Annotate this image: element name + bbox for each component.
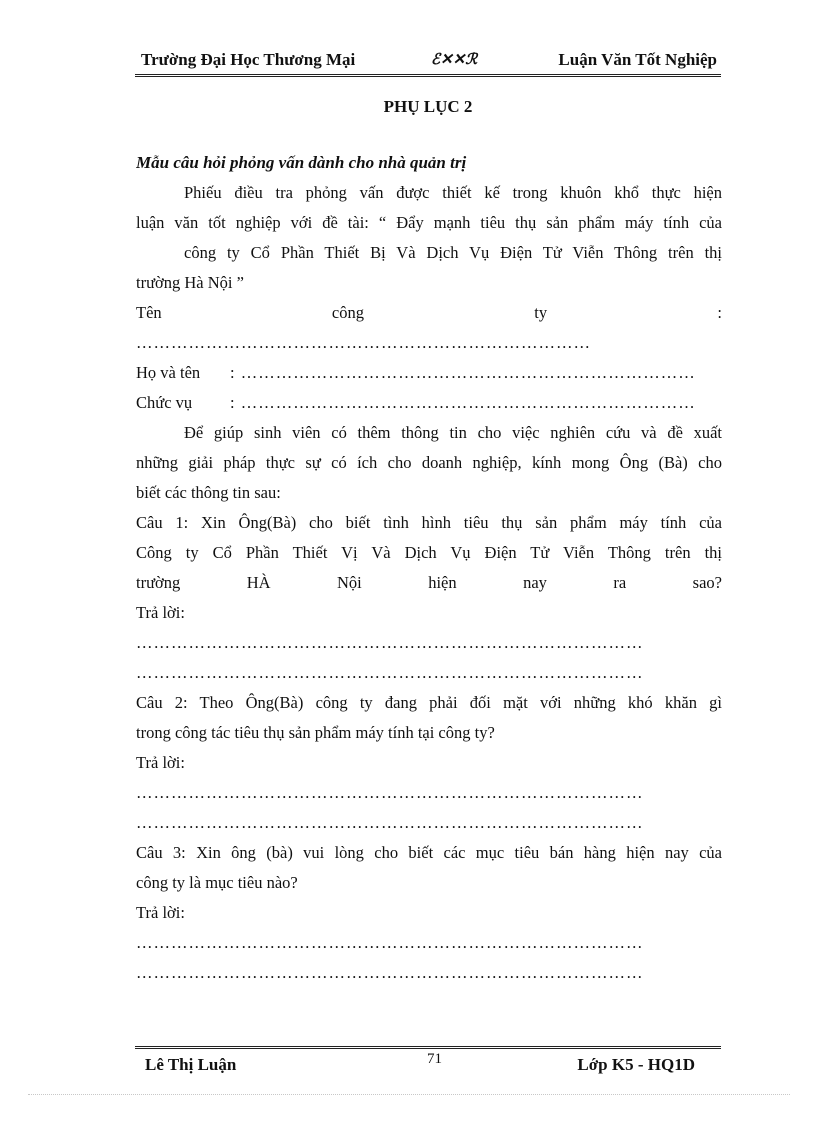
- answer-field[interactable]: ……………………………………………………………………………: [136, 663, 644, 682]
- name-label: Họ và tên: [136, 363, 201, 382]
- answer-label: Trả lời:: [136, 603, 185, 622]
- position-field-row: [136, 388, 722, 418]
- request-line: biết các thông tin sau:: [136, 483, 281, 502]
- company-word: Tên: [136, 303, 162, 322]
- page-header: [135, 48, 721, 77]
- position-label: Chức vụ: [136, 393, 193, 412]
- intro-line: trường Hà Nội ”: [136, 273, 244, 292]
- section-subtitle: Mẫu câu hỏi phỏng vấn dành cho nhà quản trị: [136, 153, 467, 172]
- header-university: Trường Đại Học Thương Mại: [141, 50, 356, 69]
- question-2-line: trong công tác tiêu thụ sản phẩm máy tính tại công ty?: [136, 723, 495, 742]
- request-line: những giải pháp thực sự có ích cho doanh nghiệp, kính mong Ông (Bà) cho: [136, 453, 722, 472]
- answer-label: Trả lời:: [136, 753, 185, 772]
- question-1-line: trường HÀ Nội hiện nay ra sao?: [136, 573, 722, 592]
- page-edge-divider: [28, 1094, 790, 1095]
- question-3-line: công ty là mục tiêu nào?: [136, 873, 298, 892]
- answer-field[interactable]: ……………………………………………………………………………: [136, 813, 644, 832]
- page-footer: [135, 1046, 721, 1079]
- answer-label: Trả lời:: [136, 903, 185, 922]
- answer-field[interactable]: ……………………………………………………………………………: [136, 933, 644, 952]
- header-ornament: ℰ✕✕ℛ: [431, 52, 478, 68]
- answer-field[interactable]: ……………………………………………………………………………: [136, 633, 644, 652]
- position-field[interactable]: : ……………………………………………………………………: [230, 393, 696, 412]
- company-name-field[interactable]: ……………………………………………………………………: [136, 333, 591, 352]
- page-title: PHỤ LỤC 2: [383, 97, 473, 116]
- page-number: 71: [427, 1051, 442, 1067]
- name-field[interactable]: : ……………………………………………………………………: [230, 363, 696, 382]
- name-field-row: [136, 358, 722, 388]
- company-name-row: [136, 298, 722, 328]
- footer-class: Lớp K5 - HQ1D: [577, 1055, 695, 1074]
- document-body: [136, 148, 722, 988]
- company-word: công: [331, 303, 364, 322]
- intro-line: Phiếu điều tra phỏng vấn được thiết kế trong khuôn khổ thực hiện: [184, 183, 722, 202]
- intro-line: công ty Cổ Phần Thiết Bị Và Dịch Vụ Điện Tử Viễn Thông trên thị: [184, 243, 722, 262]
- answer-field[interactable]: ……………………………………………………………………………: [136, 783, 644, 802]
- intro-line: luận văn tốt nghiệp với đề tài: “ Đẩy mạnh tiêu thụ sản phẩm máy tính của: [136, 213, 722, 232]
- question-2-line: Câu 2: Theo Ông(Bà) công ty đang phải đối mặt với những khó khăn gì: [136, 693, 722, 712]
- question-1-line: Công ty Cổ Phần Thiết Vị Và Dịch Vụ Điện Tử Viễn Thông trên thị: [136, 543, 722, 562]
- question-3-line: Câu 3: Xin ông (bà) vui lòng cho biết các mục tiêu bán hàng hiện nay của: [136, 843, 722, 862]
- footer-author: Lê Thị Luận: [145, 1055, 237, 1074]
- answer-field[interactable]: ……………………………………………………………………………: [136, 963, 644, 982]
- question-1-line: Câu 1: Xin Ông(Bà) cho biết tình hình tiêu thụ sản phẩm máy tính của: [136, 513, 722, 532]
- company-word: ty: [534, 303, 548, 322]
- request-line: Để giúp sinh viên có thêm thông tin cho việc nghiên cứu và đề xuất: [184, 423, 722, 442]
- company-word: :: [717, 303, 722, 322]
- header-thesis: Luận Văn Tốt Nghiệp: [558, 50, 717, 69]
